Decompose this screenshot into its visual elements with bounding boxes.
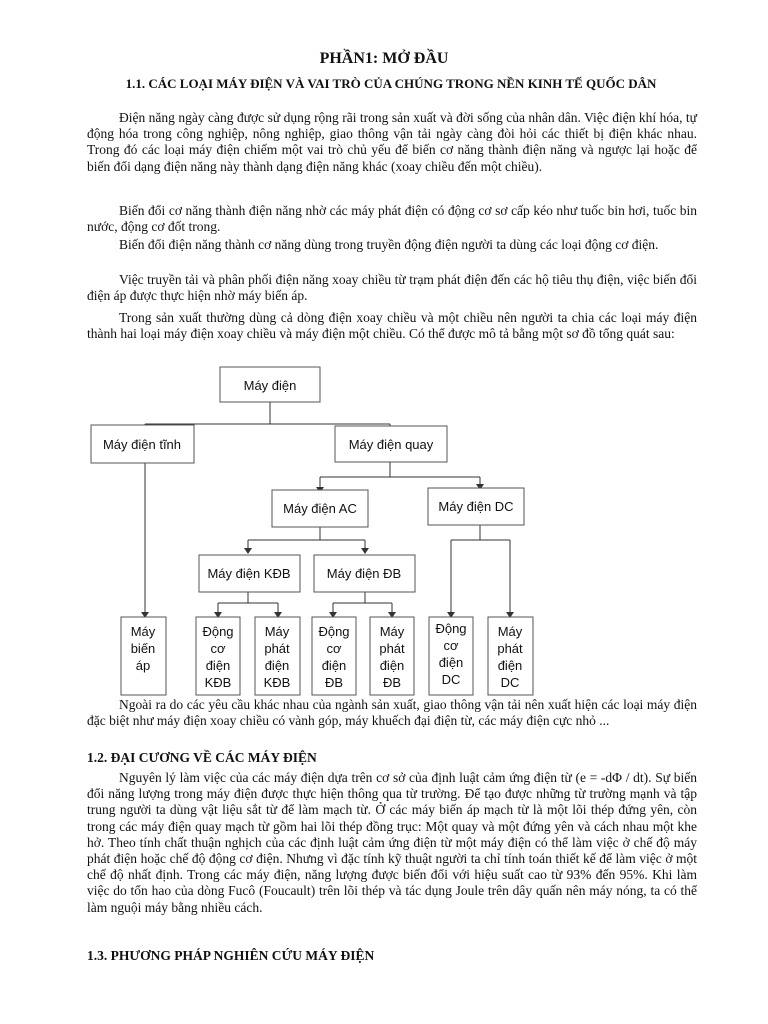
svg-text:Động: Động xyxy=(202,624,234,639)
svg-text:điện: điện xyxy=(321,658,347,673)
svg-text:Động: Động xyxy=(435,621,467,636)
node-dc xyxy=(428,488,524,525)
svg-text:điện: điện xyxy=(497,658,523,673)
node-root-label: Máy điện xyxy=(243,378,297,393)
svg-text:điện: điện xyxy=(438,655,464,670)
svg-text:Máy: Máy xyxy=(130,624,156,639)
svg-text:Máy: Máy xyxy=(379,624,405,639)
node-rotating xyxy=(335,426,447,462)
svg-text:cơ: cơ xyxy=(326,641,342,656)
svg-text:cơ: cơ xyxy=(210,641,226,656)
node-kdb xyxy=(199,555,300,592)
page-title: PHẦN1: MỞ ĐẦU xyxy=(319,50,449,67)
svg-text:ĐB: ĐB xyxy=(382,675,402,690)
svg-text:Động: Động xyxy=(318,624,350,639)
svg-text:DC: DC xyxy=(500,675,520,690)
node-db-label: Máy điện ĐB xyxy=(326,566,402,581)
node-rotating-label: Máy điện quay xyxy=(348,437,434,452)
paragraph-5: Trong sản xuất thường dùng cả dòng điện xoay chiều và một chiều nên người ta chia các loại máy điện thành hai loại máy điện xoay chiều và máy điện một chiều. Có thể được mô tả bằng một sơ đồ tổng quát sau: xyxy=(87,310,697,342)
leaf-generator-db xyxy=(370,617,414,695)
section-heading-1-1: 1.1. CÁC LOẠI MÁY ĐIỆN VÀ VAI TRÒ CỦA CHÚNG TRONG NỀN KINH TẾ QUỐC DÂN xyxy=(125,76,657,91)
svg-text:cơ: cơ xyxy=(443,638,459,653)
node-db xyxy=(314,555,415,592)
node-dc-label: Máy điện DC xyxy=(438,499,514,514)
svg-text:phát: phát xyxy=(497,641,523,656)
svg-text:DC: DC xyxy=(441,672,461,687)
node-root xyxy=(220,367,320,402)
paragraph-6: Ngoài ra do các yêu cầu khác nhau của ngành sản xuất, giao thông vận tải nên xuất hiện các loại máy điện đặc biệt như máy điện xoay chiều có vành góp, máy khuếch đại điện từ, các máy điện cực nhỏ ... xyxy=(87,697,697,729)
svg-text:Máy: Máy xyxy=(497,624,523,639)
svg-text:ĐB: ĐB xyxy=(324,675,344,690)
section-heading-1-3: 1.3. PHƯƠNG PHÁP NGHIÊN CỨU MÁY ĐIỆN xyxy=(87,948,375,963)
node-kdb-label: Máy điện KĐB xyxy=(207,566,291,581)
svg-text:KĐB: KĐB xyxy=(204,675,232,690)
leaf-motor-db xyxy=(312,617,356,695)
svg-text:phát: phát xyxy=(264,641,290,656)
leaf-generator-kdb xyxy=(255,617,300,695)
svg-text:áp: áp xyxy=(135,658,151,673)
leaf-generator-dc xyxy=(488,617,533,695)
paragraph-7: Nguyên lý làm việc của các máy điện dựa trên cơ sở của định luật cảm ứng điện từ (e = -dΦ / dt). Sự biến đổi năng lượng trong máy điện được thực hiện thông qua từ trường. Để tạo được những từ trường mạnh và tập trung người ta dùng vật liệu sắt từ để làm mạch từ. Ở các máy biến áp mạch từ là một lõi thép đứng yên, còn trong các máy điện quay mạch từ gồm hai lõi thép đồng trục: Một quay và một đứng yên và cách nhau một khe hở. Theo tính chất thuận nghịch của các định luật cảm ứng điện từ một máy điện có thể làm việc ở chế độ máy phát điện hoặc chế độ động cơ điện. Nhưng vì đặc tính kỹ thuật người ta chỉ tính toán thiết kế để làm việc ở một chế độ nhất định. Trong các máy điện, năng lượng được biến đổi với hiệu suất cao từ 93% đến 95%. Khi làm việc do tổn hao của dòng Fucô (Foucault) trên lõi thép và tác dụng Joule trên dây quấn nên máy nóng, ta có thể làm nguội máy bằng nhiều cách. xyxy=(87,770,697,915)
node-ac xyxy=(272,490,368,527)
svg-text:điện: điện xyxy=(379,658,405,673)
svg-text:điện: điện xyxy=(264,658,290,673)
leaf-motor-kdb xyxy=(196,617,240,695)
paragraph-4: Việc truyền tải và phân phối điện năng xoay chiều từ trạm phát điện đến các hộ tiêu thụ điện, việc biến đổi điện áp được thực hiện nhờ máy biến áp. xyxy=(87,272,697,304)
svg-text:Máy: Máy xyxy=(264,624,290,639)
paragraph-2: Biến đổi cơ năng thành điện năng nhờ các máy phát điện có động cơ sơ cấp kéo như tuốc bin hơi, tuốc bin nước, động cơ đốt trong. xyxy=(87,203,697,235)
paragraph-3: Biến đổi điện năng thành cơ năng dùng trong truyền động điện người ta dùng các loại động cơ điện. xyxy=(119,237,659,252)
svg-text:phát: phát xyxy=(379,641,405,656)
leaf-motor-dc xyxy=(429,617,473,695)
node-static-label: Máy điện tĩnh xyxy=(102,437,182,452)
node-static xyxy=(91,425,194,463)
svg-text:biến: biến xyxy=(130,641,156,656)
svg-text:điện: điện xyxy=(205,658,231,673)
leaf-transformer xyxy=(121,617,166,695)
section-heading-1-2: 1.2. ĐẠI CƯƠNG VỀ CÁC MÁY ĐIỆN xyxy=(87,750,317,765)
svg-text:KĐB: KĐB xyxy=(263,675,291,690)
paragraph-1: Điện năng ngày càng được sử dụng rộng rãi trong sản xuất và đời sống của nhân dân. Việc điện khí hóa, tự động hóa trong công nghiệp, nông nghiệp, giao thông vận tải ngày càng đòi hỏi các thiết bị điện khác nhau. Trong đó các loại máy điện chiếm một vai trò chủ yếu để biến cơ năng thành điện năng và ngược lại hoặc để biến đổi dạng điện năng này thành dạng điện năng khác (xoay chiều đến một chiều). xyxy=(87,110,697,174)
node-ac-label: Máy điện AC xyxy=(283,501,357,516)
